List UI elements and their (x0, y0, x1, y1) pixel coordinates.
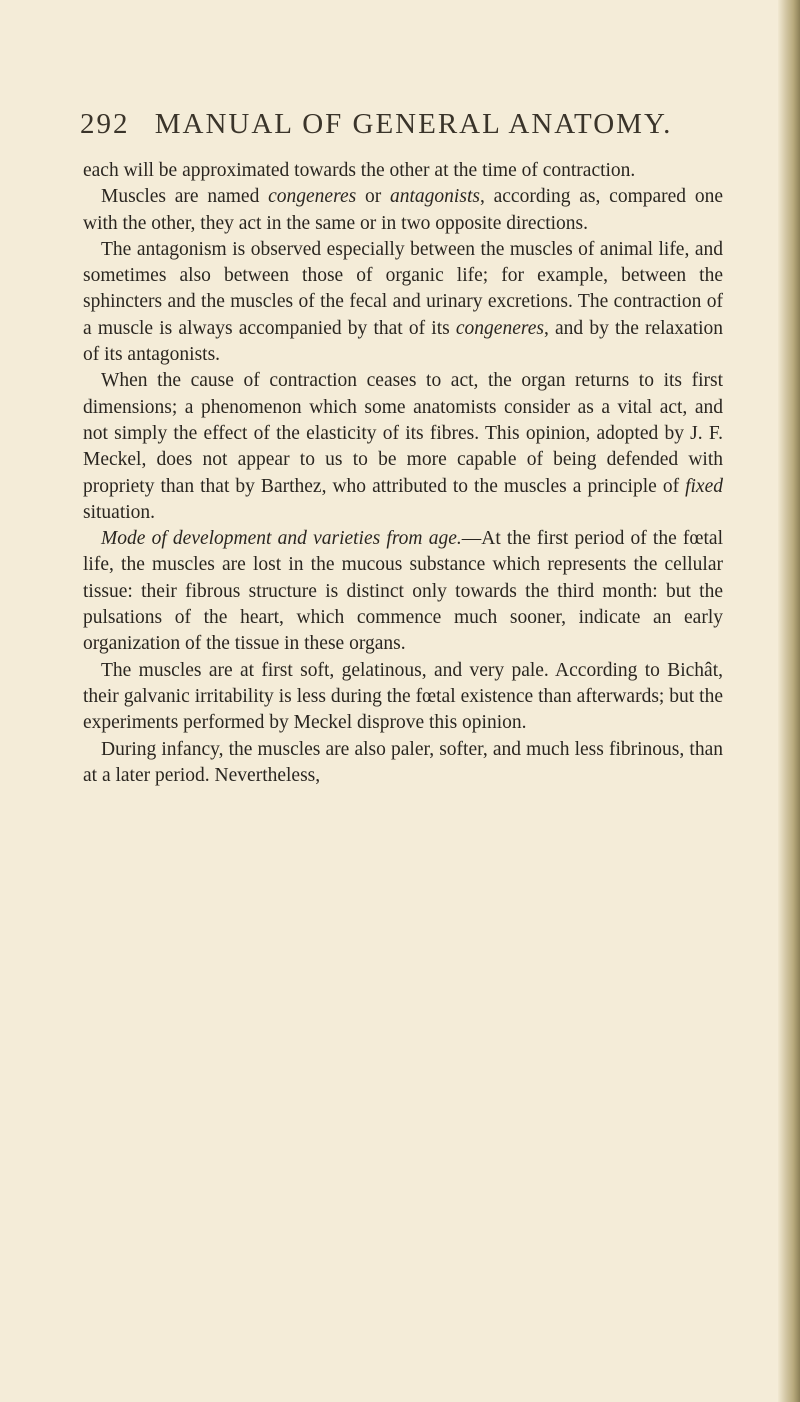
running-header (80, 108, 720, 141)
paragraph (83, 237, 723, 368)
paragraph (83, 737, 723, 790)
paragraph-text: The muscles are at first soft, gelatinous, and very pale. According to Bichât, their galvanic irritability is less during the fœtal existence than afterwards; but the experiments performed by Meckel disprove this opinion. (83, 659, 723, 734)
text-run: When the cause of contraction ceases to act, the organ returns to its first dimensions; a phenomenon which some anatomists consider as a vital act, and not simply the effect of the elasticity of its fibres. This opinion, adopted by J. F. Meckel, does not appear to us to be more capable of being defended with propriety than that by Barthez, who attributed to the muscles a principle of (83, 370, 723, 497)
text-run: Muscles are named (101, 186, 269, 208)
page-edge-shadow (778, 0, 800, 1402)
text-run: or (356, 186, 391, 208)
body-text (83, 158, 723, 789)
paragraph (83, 368, 723, 526)
page-number: 292 (80, 108, 130, 140)
paragraph (83, 526, 723, 657)
emphasis-fixed: fixed (685, 475, 723, 497)
running-title: MANUAL OF GENERAL ANATOMY. (154, 108, 673, 140)
text-run: The antagonism is observed especially between the muscles of animal life, and sometimes also between those of organic life; for example, between the sphincters and the muscles of the fecal and urinary excretions. The contraction of a muscle is always accompanied by that of its (83, 238, 723, 339)
section-heading-inline: Mode of development and varieties from age. (101, 528, 462, 550)
text-run: , and by the relaxation of its antagonists. (83, 317, 723, 366)
paragraph-text: each will be approximated towards the other at the time of contraction. (83, 160, 636, 181)
paragraph (83, 184, 723, 237)
emphasis-congeneres: congeneres (455, 317, 544, 339)
paragraph-text: During infancy, the muscles are also paler, softer, and much less fibrinous, than at a later period. Nevertheless, (83, 738, 723, 786)
paragraph (83, 658, 723, 737)
text-run: situation. (83, 501, 156, 523)
emphasis-congeneres: congeneres (268, 186, 357, 208)
text-run: —At the first period of the fœtal life, the muscles are lost in the mucous substance which represents the cellular tissue: their fibrous structure is distinct only towards the third month: but the pulsations of the heart, which commence much sooner, indicate an early organization of the tissue in these organs. (83, 528, 723, 655)
emphasis-antagonists: antagonists (390, 186, 480, 208)
paragraph (83, 158, 723, 184)
text-run: , according as, compared one with the other, they act in the same or in two opposite directions. (83, 186, 723, 234)
